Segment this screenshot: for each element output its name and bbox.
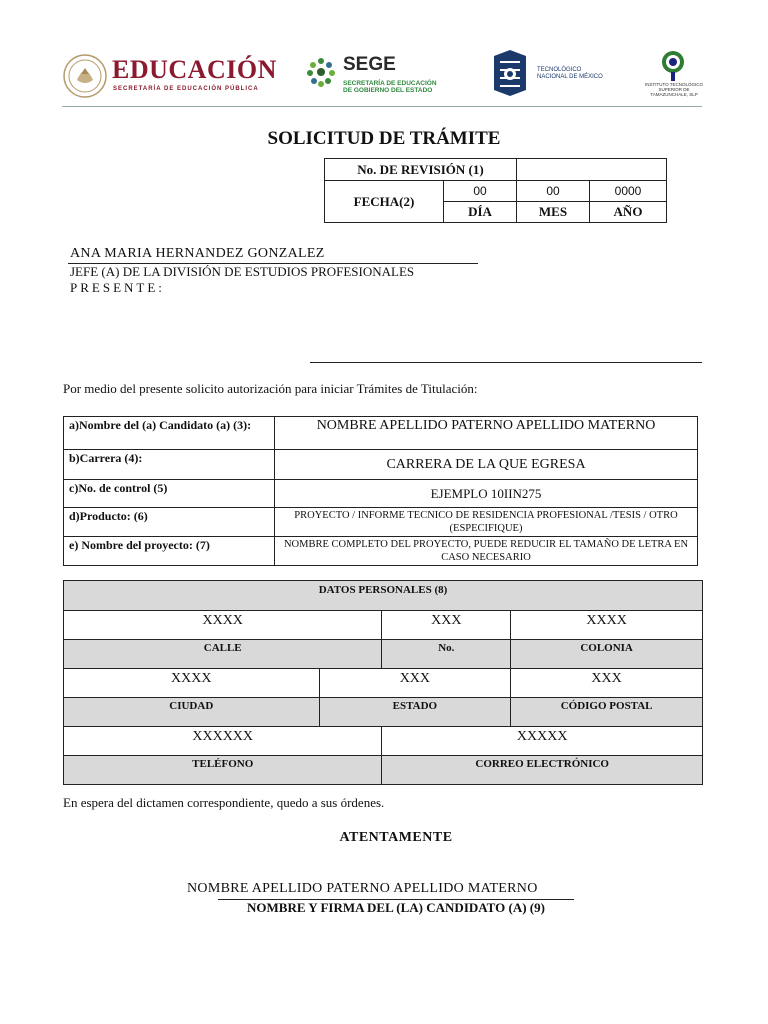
career-value[interactable]: CARRERA DE LA QUE EGRESA — [275, 450, 698, 480]
project-name-value[interactable]: NOMBRE COMPLETO DEL PROYECTO, PUEDE REDUCIR EL TAMAÑO DE LETRA EN CASO NECESARIO — [275, 537, 698, 566]
city-value[interactable]: XXXX — [64, 669, 320, 698]
house-number-label: No. — [382, 640, 511, 669]
state-label: ESTADO — [319, 698, 511, 727]
city-label: CIUDAD — [64, 698, 320, 727]
phone-value[interactable]: XXXXXX — [64, 727, 382, 756]
personal-data-table — [63, 580, 703, 785]
logo-educacion-subtitle: SECRETARÍA DE EDUCACIÓN PÚBLICA — [113, 86, 259, 92]
atentamente-label: ATENTAMENTE — [339, 830, 453, 845]
candidate-info-table — [63, 416, 698, 566]
email-label: CORREO ELECTRÓNICO — [382, 756, 703, 785]
street-value[interactable]: XXXX — [64, 611, 382, 640]
dia-value[interactable]: 00 — [444, 181, 517, 202]
fecha-label: FECHA(2) — [325, 181, 444, 223]
dia-label: DÍA — [444, 202, 517, 223]
product-label: d)Producto: (6) — [64, 508, 275, 537]
revision-label: No. DE REVISIÓN (1) — [325, 159, 517, 181]
postal-code-label: CÓDIGO POSTAL — [511, 698, 703, 727]
closing-text: En espera del dictamen correspondiente, quedo a sus órdenes. — [63, 795, 385, 810]
career-label: b)Carrera (4): — [64, 450, 275, 480]
recipient-position: JEFE (A) DE LA DIVISIÓN DE ESTUDIOS PROFESIONALES — [70, 264, 415, 279]
email-value[interactable]: XXXXX — [382, 727, 703, 756]
logo-tecnm-line1: TECNOLÓGICO — [537, 67, 582, 73]
page-title: SOLICITUD DE TRÁMITE — [267, 128, 501, 149]
colonia-value[interactable]: XXXX — [511, 611, 703, 640]
candidate-signature-label: NOMBRE Y FIRMA DEL (LA) CANDIDATO (A) (9) — [247, 900, 545, 915]
candidate-name-value[interactable]: NOMBRE APELLIDO PATERNO APELLIDO MATERNO — [275, 417, 698, 450]
presente-label: PRESENTE: — [70, 280, 165, 295]
logo-sege-subtitle — [343, 80, 453, 94]
revision-table — [324, 158, 667, 223]
sege-logo-icon — [304, 55, 338, 89]
instituto-logo-icon — [656, 48, 690, 82]
recipient-name: ANA MARIA HERNANDEZ GONZALEZ — [70, 246, 325, 261]
tecnm-logo-icon — [488, 48, 532, 98]
intro-text: Por medio del presente solicito autorización para iniciar Trámites de Titulación: — [63, 381, 478, 396]
logo-tecnm-line2: NACIONAL DE MÉXICO — [537, 74, 603, 80]
logo-sege-name: SEGE — [343, 54, 396, 75]
project-name-label: e) Nombre del proyecto: (7) — [64, 537, 275, 566]
house-number-value[interactable]: XXX — [382, 611, 511, 640]
logo-instituto-text: INSTITUTO TECNOLÓGICO SUPERIOR DE TAMAZUNCHALE, SLP — [644, 82, 704, 97]
mexico-seal-icon — [63, 52, 107, 100]
logo-sege-subtitle-1: SECRETARÍA DE EDUCACIÓN — [343, 80, 437, 87]
postal-code-value[interactable]: XXX — [511, 669, 703, 698]
anio-label: AÑO — [590, 202, 667, 223]
reception-line — [310, 362, 702, 363]
product-value[interactable]: PROYECTO / INFORME TECNICO DE RESIDENCIA PROFESIONAL /TESIS / OTRO (ESPECIFIQUE) — [275, 508, 698, 537]
phone-label: TELÉFONO — [64, 756, 382, 785]
logo-sege-subtitle-2: DE GOBIERNO DEL ESTADO — [343, 87, 433, 94]
mes-label: MES — [517, 202, 590, 223]
header-divider — [62, 106, 702, 107]
personal-data-header: DATOS PERSONALES (8) — [64, 581, 703, 611]
revision-value[interactable] — [517, 159, 667, 181]
candidate-name-label: a)Nombre del (a) Candidato (a) (3): — [64, 417, 275, 450]
street-label: CALLE — [64, 640, 382, 669]
control-number-label: c)No. de control (5) — [64, 480, 275, 508]
anio-value[interactable]: 0000 — [590, 181, 667, 202]
state-value[interactable]: XXX — [319, 669, 511, 698]
logo-educacion-name: EDUCACIÓN — [112, 55, 277, 84]
colonia-label: COLONIA — [511, 640, 703, 669]
mes-value[interactable]: 00 — [517, 181, 590, 202]
candidate-signature-name[interactable]: NOMBRE APELLIDO PATERNO APELLIDO MATERNO — [187, 881, 538, 896]
logo-tecnm-text — [537, 67, 607, 81]
control-number-value[interactable]: EJEMPLO 10IIN275 — [275, 480, 698, 508]
